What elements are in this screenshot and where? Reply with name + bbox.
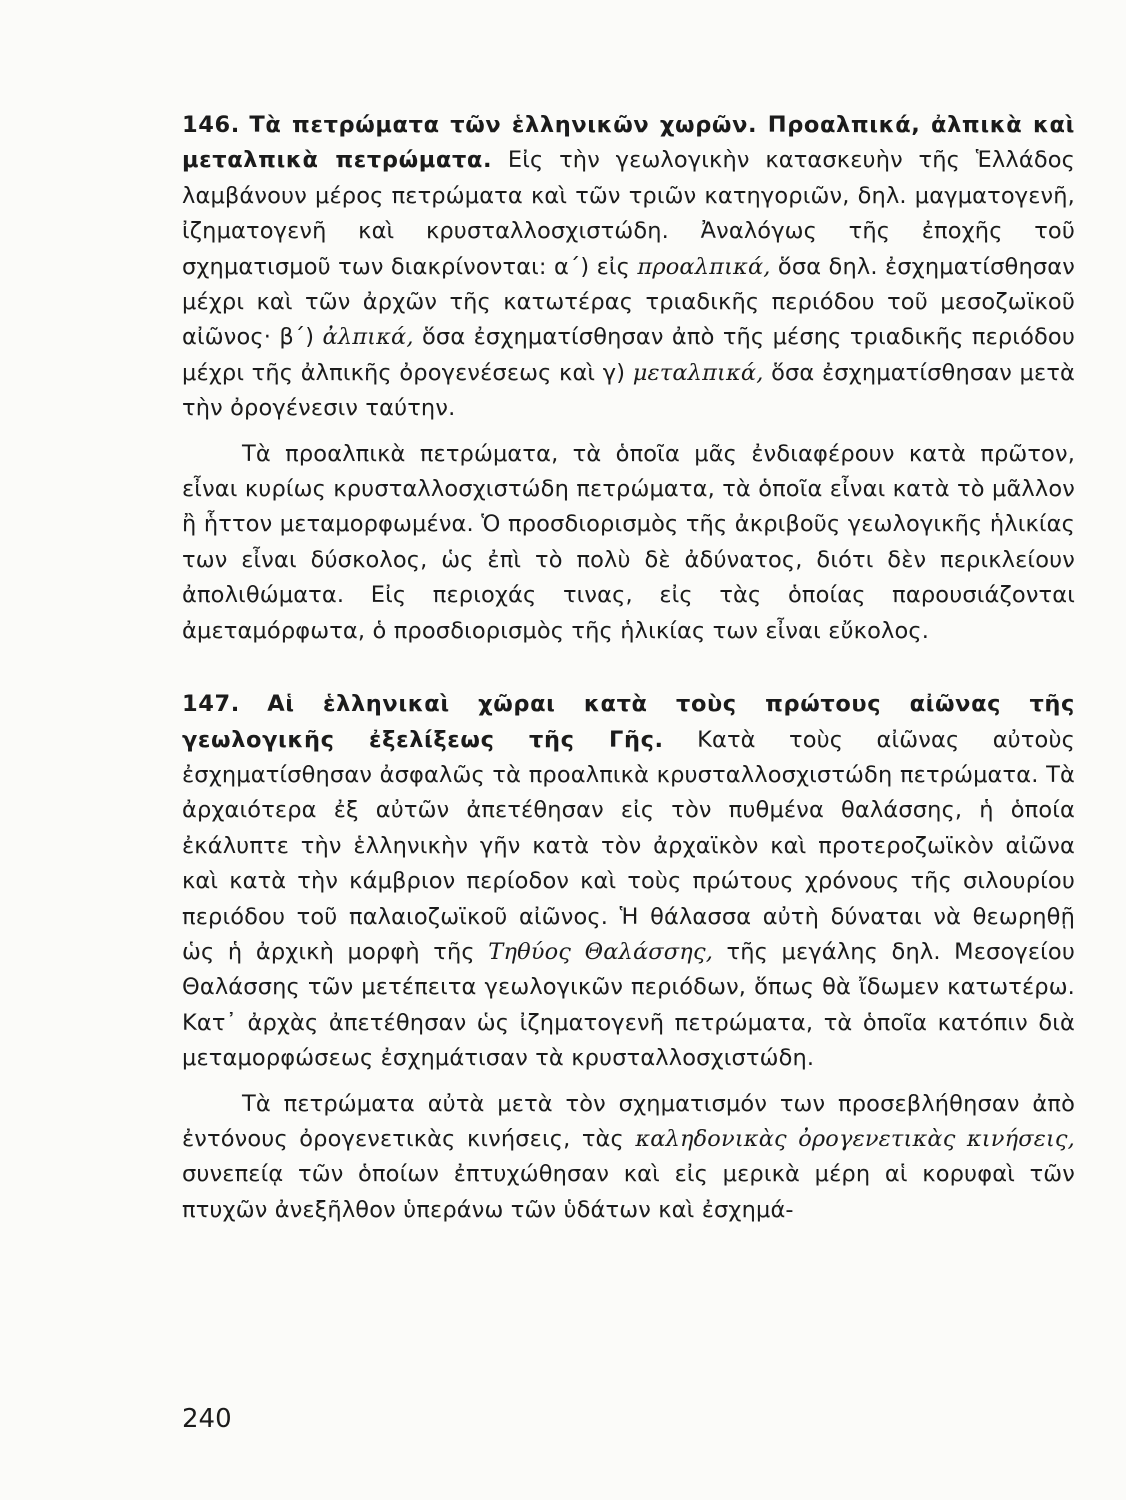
section-146-number: 146. <box>182 112 240 138</box>
italic-term: Τηθύος Θαλάσσης, <box>488 938 713 965</box>
text-run: Εἰς τὴν γεωλογικὴν κατασκευὴν τῆς Ἑλλάδος λαμβάνουν μέρος πετρώματα καὶ τῶν τριῶν κατηγοριῶν, δηλ. μαγματογενῆ, ἰζηματογενῆ καὶ κρυσταλλοσχιστώδη. Ἀναλόγως τῆς ἐποχῆς τοῦ σχηματισμοῦ των διακρίνονται: α΄) εἰς <box>182 147 1076 280</box>
italic-term: ἀλπικά, <box>322 324 414 351</box>
section-147-paragraph-2 <box>182 1087 1075 1229</box>
page-body <box>182 108 1075 1228</box>
italic-term: προαλπικά, <box>637 253 771 280</box>
section-147-number: 147. <box>182 691 240 718</box>
text-run: ὅσα δηλ. ἐσχηματίσθησαν μέχρι καὶ τῶν ἀρχῶν τῆς κατωτέρας τριαδικῆς περιόδου τοῦ μεσοζωϊκοῦ αἰῶνος· β΄) <box>182 253 1075 351</box>
italic-term: μεταλπικά, <box>632 359 764 386</box>
text-run: ὅσα ἐσχηματίσθησαν μετὰ τὴν ὀρογένεσιν ταύτην. <box>182 359 1076 422</box>
text-run: Τὰ πετρώματα αὐτὰ μετὰ τὸν σχηματισμόν των προσεβλήθησαν ἀπὸ ἐντόνους ὀρογενετικὰς κινήσεις, τὰς <box>182 1090 1075 1152</box>
section-146-title: Τὰ πετρώματα τῶν ἑλληνικῶν χωρῶν. Προαλπικά, ἀλπικὰ καὶ μεταλπικὰ πετρώματα. <box>182 112 1075 174</box>
text-run: ὅσα ἐσχηματίσθησαν ἀπὸ τῆς μέσης τριαδικῆς περιόδου μέχρι τῆς ἀλπικῆς ὀρογενέσεως καὶ γ) <box>182 324 1075 386</box>
text-run: τῆς μεγάλης δηλ. Μεσογείου Θαλάσσης τῶν μετέπειτα γεωλογικῶν περιόδων, ὅπως θὰ ἴδωμεν κατωτέρω. Κατ᾽ ἀρχὰς ἀπετέθησαν ὡς ἰζηματογενῆ πετρώματα, τὰ ὁποῖα κατόπιν διὰ μεταμορφώσεως ἐσχημάτισαν τὰ κρυσταλλοσχιστώδη. <box>182 938 1076 1072</box>
page-number: 240 <box>182 1404 232 1434</box>
text-run: συνεπείᾳ τῶν ὁποίων ἐπτυχώθησαν καὶ εἰς μερικὰ μέρη αἱ κορυφαὶ τῶν πτυχῶν ἀνεξῆλθον ὑπεράνω τῶν ὑδάτων καὶ ἐσχημά- <box>182 1161 1075 1223</box>
italic-term: καληδονικὰς ὀρογενετικὰς κινήσεις, <box>635 1125 1075 1152</box>
text-run: Κατὰ τοὺς αἰῶνας αὐτοὺς ἐσχηματίσθησαν ἀσφαλῶς τὰ προαλπικὰ κρυσταλλοσχιστώδη πετρώματα. Τὰ ἀρχαιότερα ἐξ αὐτῶν ἀπετέθησαν εἰς τὸν πυθμένα θαλάσσης, ἡ ὁποία ἐκάλυπτε τὴν ἑλληνικὴν γῆν κατὰ τὸν ἀρχαϊκὸν καὶ προτεροζωϊκὸν αἰῶνα καὶ κατὰ τὴν κάμβριον περίοδον καὶ τοὺς πρώτους χρόνους τῆς σιλουρίου περιόδου τοῦ παλαιοζωϊκοῦ αἰῶνος. Ἡ θάλασσα αὐτὴ δύναται νὰ θεωρηθῇ ὡς ἡ ἀρχικὴ μορφὴ τῆς <box>182 726 1075 965</box>
section-147-title: Αἱ ἑλληνικαὶ χῶραι κατὰ τοὺς πρώτους αἰῶνας τῆς γεωλογικῆς ἐξελίξεως τῆς Γῆς. <box>182 691 1075 753</box>
section-146-paragraph-2: Τὰ προαλπικὰ πετρώματα, τὰ ὁποῖα μᾶς ἐνδιαφέρουν κατὰ πρῶτον, εἶναι κυρίως κρυσταλλοσχιστώδη πετρώματα, τὰ ὁποῖα εἶναι κατὰ τὸ μᾶλλον ἢ ἧττον μεταμορφωμένα. Ὁ προσδιορισμὸς τῆς ἀκριβοῦς γεωλογικῆς ἡλικίας των εἶναι δύσκολος, ὡς ἐπὶ τὸ πολὺ δὲ ἀδύνατος, διότι δὲν περικλείουν ἀπολιθώματα. Εἰς περιοχάς τινας, εἰς τὰς ὁποίας παρουσιάζονται ἀμεταμόρφωτα, ὁ προσδιορισμὸς τῆς ἡλικίας των εἶναι εὔκολος. <box>182 440 1075 644</box>
section-147-paragraph-1 <box>182 687 1075 1076</box>
section-146-paragraph-1 <box>182 108 1075 427</box>
